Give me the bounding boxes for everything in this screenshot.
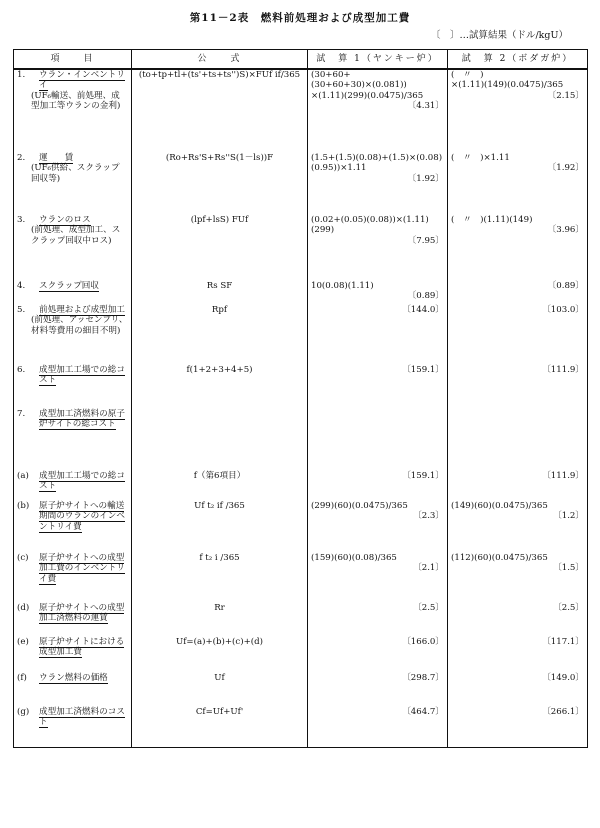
trial1-calc: (0.02+(0.05)(0.08))×(1.11)(299) (311, 215, 429, 236)
item-cell (14, 707, 132, 747)
formula-cell (132, 153, 308, 215)
trial1-cell (308, 409, 448, 471)
item-note: (UF₆輸送、前処理、成型加工等ウランの金利) (31, 90, 121, 112)
trial1-cell (308, 305, 448, 365)
formula-cell (132, 637, 308, 673)
trial1-value: 〔1.92〕 (407, 173, 444, 184)
item-number: 1. (17, 70, 26, 80)
formula-cell (132, 673, 308, 707)
trial2-cell (448, 305, 588, 365)
trial1-value: 〔7.95〕 (407, 235, 444, 246)
table-row (14, 471, 588, 501)
trial2-cell (448, 637, 588, 673)
item-cell (14, 637, 132, 673)
trial2-value: 〔111.9〕 (542, 471, 584, 481)
trial1-calc: (299)(60)(0.0475)/365 (311, 501, 408, 511)
trial1-calc: (30+60+(30+60+30)×(0.081)) (311, 70, 407, 91)
trial1-value: 〔4.31〕 (407, 101, 444, 112)
header-item: 項 目 (14, 50, 132, 70)
formula-cell (132, 281, 308, 305)
item-cell (14, 153, 132, 215)
trial2-cell (448, 153, 588, 215)
formula: Rpf (211, 305, 228, 315)
trial2-value: 〔1.5〕 (553, 563, 584, 574)
table-row (14, 69, 588, 153)
formula: f(1+2+3+4+5) (186, 365, 253, 375)
table-row (14, 673, 588, 707)
trial2-cell (448, 365, 588, 409)
item-label: スクラップ回収 (39, 281, 99, 291)
trial1-cell (308, 501, 448, 553)
item-label: 前処理および成型加工 (39, 305, 125, 315)
table-row (14, 553, 588, 603)
table-row (14, 501, 588, 553)
table-row (14, 637, 588, 673)
table-row (14, 215, 588, 281)
item-number: 2. (17, 153, 26, 163)
table-row (14, 153, 588, 215)
formula: (lpf+lsS) FUf (190, 215, 249, 225)
item-number: 5. (17, 305, 26, 315)
trial2-value: 〔149.0〕 (542, 673, 584, 683)
unit-note: 〔 〕…試算結果（ドル/kgU） (430, 30, 568, 41)
trial1-cell (308, 553, 448, 603)
formula-cell (132, 409, 308, 471)
item-cell (14, 365, 132, 409)
table-title: 第11－2表 燃料前処理および成型加工費 (189, 12, 411, 24)
formula: Rs SF (206, 281, 233, 291)
trial1-calc-cont: ×(1.11)(299)(0.0475)/365 (311, 90, 424, 101)
trial2-value: 〔1.92〕 (547, 163, 584, 174)
trial1-cell (308, 603, 448, 637)
trial2-cell (448, 707, 588, 747)
trial2-cell (448, 553, 588, 603)
formula-cell (132, 471, 308, 501)
trial1-value: 〔159.1〕 (402, 471, 444, 481)
item-label: 運 賃 (39, 153, 74, 163)
item-cell (14, 305, 132, 365)
trial2-value: 〔111.9〕 (542, 365, 584, 375)
item-label: ウランのロス (39, 215, 91, 225)
formula: (Ro+Rs'S+Rs''S(1－ls))F (165, 153, 274, 163)
formula-cell (132, 707, 308, 747)
trial1-cell (308, 69, 448, 153)
trial2-value: 〔3.96〕 (547, 225, 584, 236)
trial1-cell (308, 153, 448, 215)
item-cell (14, 215, 132, 281)
table-row (14, 365, 588, 409)
trial2-value: 〔117.1〕 (542, 637, 584, 647)
item-note: (前処理、アッセンブリ、材料等費用の細目不明) (31, 315, 128, 336)
item-number: (a) (17, 471, 29, 481)
trial2-calc-cont: ×(1.11)(149)(0.0475)/365 (451, 80, 564, 91)
trial2-value: 〔1.2〕 (553, 511, 584, 522)
item-label: 原子炉サイトへの輸送期間のウランのインベントリイ費 (39, 501, 125, 532)
item-note: (前処理、成型加工、スクラップ回収中ロス) (31, 225, 121, 246)
item-label: 成型加工済燃料の原子炉サイトの総コスト (39, 409, 125, 430)
cost-table (13, 49, 588, 748)
item-number: (f) (17, 673, 27, 683)
item-label: 原子炉サイトへの成型加工済燃料の運賃 (39, 603, 125, 624)
trial1-value: 〔159.1〕 (402, 365, 444, 375)
table-row (14, 603, 588, 637)
formula: Cf=Uf+Uf' (195, 707, 244, 717)
trial2-cell (448, 673, 588, 707)
item-number: 6. (17, 365, 26, 375)
trial1-cell (308, 365, 448, 409)
trial2-cell (448, 471, 588, 501)
item-cell (14, 553, 132, 603)
trial1-cell (308, 215, 448, 281)
trial2-value: 〔103.0〕 (542, 305, 584, 315)
trial2-cell (448, 501, 588, 553)
trial1-cell (308, 281, 448, 305)
trial1-cell (308, 673, 448, 707)
formula: Rr (214, 603, 225, 613)
item-number: (c) (17, 553, 29, 563)
trial2-cell (448, 603, 588, 637)
trial1-cell (308, 637, 448, 673)
item-number: (g) (17, 707, 30, 717)
trial1-calc: 10(0.08)(1.11) (311, 281, 374, 291)
trial1-cell (308, 471, 448, 501)
trial2-value: 〔266.1〕 (542, 707, 584, 717)
formula-cell (132, 305, 308, 365)
item-label: ウラン・インベントリイ (39, 70, 125, 91)
item-label: 成型加工工場での総コスト (39, 365, 125, 386)
item-label: ウラン燃料の価格 (39, 673, 108, 683)
trial2-calc: ( 〃 )×1.11 (451, 153, 510, 163)
formula: Uf=(a)+(b)+(c)+(d) (176, 637, 263, 647)
trial1-value: 〔298.7〕 (402, 673, 444, 683)
formula-cell (132, 553, 308, 603)
formula: f（第6項目） (193, 471, 246, 481)
trial1-calc: (159)(60)(0.08)/365 (311, 553, 397, 563)
trial2-calc: ( 〃 ) (451, 70, 484, 80)
item-cell (14, 281, 132, 305)
header-trial1: 試 算 1（ヤンキー炉） (308, 50, 448, 70)
trial1-value: 〔2.1〕 (413, 563, 444, 574)
table-row (14, 409, 588, 471)
formula: (to+tp+tl+(ts'+ts+ts'')S)×FUf if/365 (138, 70, 301, 80)
trial1-cell (308, 707, 448, 747)
trial2-calc: (149)(60)(0.0475)/365 (451, 501, 548, 511)
trial1-value: 〔2.3〕 (413, 511, 444, 522)
item-label: 原子炉サイトにおける成型加工費 (39, 637, 125, 658)
formula-cell (132, 501, 308, 553)
item-cell (14, 501, 132, 553)
trial1-value: 〔0.89〕 (407, 291, 444, 302)
formula-cell (132, 69, 308, 153)
item-number: (d) (17, 603, 30, 613)
item-number: 4. (17, 281, 26, 291)
trial2-value: 〔2.5〕 (553, 603, 584, 613)
table-row (14, 281, 588, 305)
item-label: 成型加工工場での総コスト (39, 471, 125, 492)
item-cell (14, 673, 132, 707)
table-row (14, 707, 588, 747)
trial2-value: 〔2.15〕 (547, 90, 584, 101)
item-number: 7. (17, 409, 26, 419)
trial2-cell (448, 215, 588, 281)
item-number: (b) (17, 501, 30, 511)
item-cell (14, 409, 132, 471)
item-label: 成型加工済燃料のコスト (39, 707, 125, 728)
item-cell (14, 471, 132, 501)
item-cell (14, 69, 132, 153)
header-formula: 公 式 (132, 50, 308, 70)
trial2-cell (448, 69, 588, 153)
trial2-cell (448, 281, 588, 305)
formula-cell (132, 215, 308, 281)
formula: Uf t₂ if /365 (194, 501, 245, 511)
trial2-calc: ( 〃 )(1.11)(149) (451, 215, 533, 225)
item-cell (14, 603, 132, 637)
trial1-value: 〔464.7〕 (402, 707, 444, 717)
trial1-value: 〔166.0〕 (402, 637, 444, 647)
table-row (14, 305, 588, 365)
trial1-value: 〔144.0〕 (402, 305, 444, 315)
header-trial2: 試 算 2（ボダガ炉） (448, 50, 588, 70)
item-number: 3. (17, 215, 26, 225)
trial2-value: 〔0.89〕 (547, 281, 584, 291)
trial1-calc: (1.5+(1.5)(0.08)+(1.5)×(0.08)(0.95))×1.11 (311, 153, 443, 174)
trial1-value: 〔2.5〕 (413, 603, 444, 613)
item-note: (UF₆供給、スクラップ回収等) (31, 163, 120, 184)
trial2-cell (448, 409, 588, 471)
item-label: 原子炉サイトへの成型加工費のインベントリイ費 (39, 553, 125, 584)
formula-cell (132, 365, 308, 409)
item-number: (e) (17, 637, 29, 647)
formula: f t₂ i /365 (199, 553, 240, 563)
trial2-calc: (112)(60)(0.0475)/365 (451, 553, 548, 563)
formula-cell (132, 603, 308, 637)
formula: Uf (214, 673, 225, 683)
